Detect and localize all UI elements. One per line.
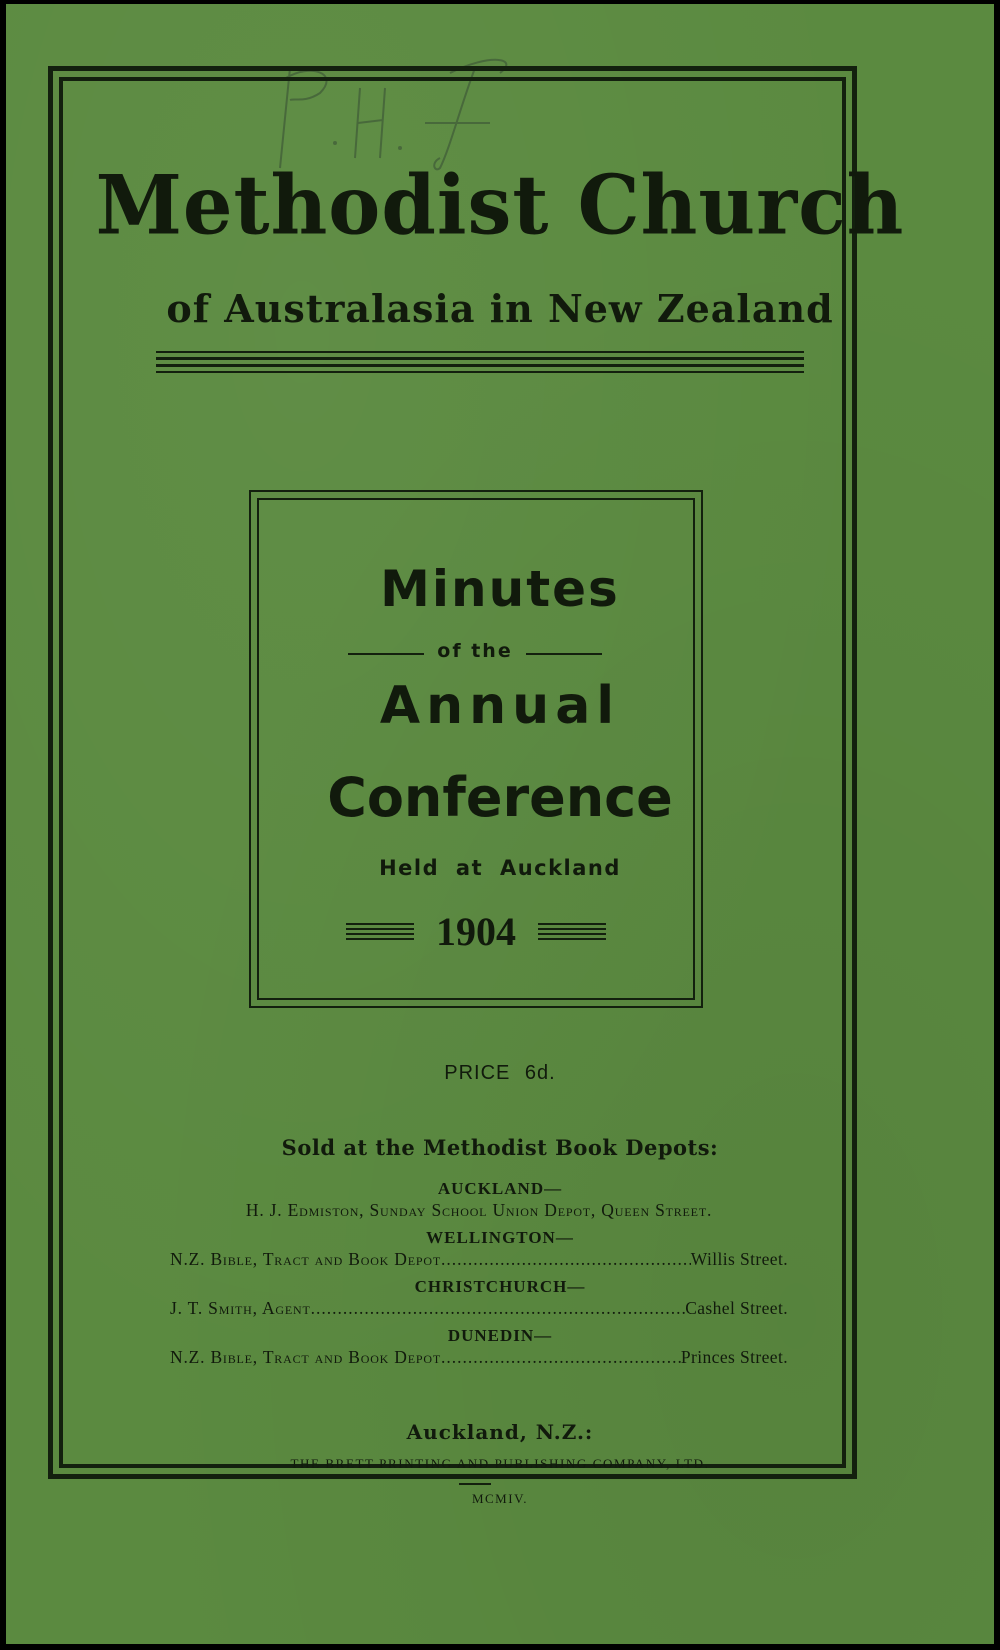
depot-city-auckland: AUCKLAND— xyxy=(437,1179,563,1198)
panel-line-annual: Annual xyxy=(379,676,621,736)
leader-dots xyxy=(441,1249,691,1270)
imprint-year: MCMIV. xyxy=(471,1491,529,1506)
year-row xyxy=(346,908,606,954)
depot-street: Willis Street. xyxy=(690,1249,788,1269)
conference-location: Held at Auckland xyxy=(379,856,621,880)
depot-city-christchurch: CHRISTCHURCH— xyxy=(414,1277,586,1296)
subtitle: of Australasia in New Zealand xyxy=(166,286,834,331)
depot-entry-christchurch xyxy=(170,1298,788,1319)
depot-entry-auckland xyxy=(170,1200,788,1221)
year-rules-right xyxy=(538,923,606,939)
imprint-rule xyxy=(459,1483,491,1485)
depot-name: N.Z. Bible, Tract and Book Depot xyxy=(170,1249,441,1269)
panel-heading: Minutes xyxy=(380,560,620,618)
price-label: PRICE 6d. xyxy=(444,1062,556,1084)
leader-dots xyxy=(311,1298,686,1319)
depot-city-wellington: WELLINGTON— xyxy=(426,1228,574,1247)
conference-year: 1904 xyxy=(436,909,516,954)
depot-city-dunedin: DUNEDIN— xyxy=(447,1326,553,1345)
connector-row xyxy=(348,640,602,666)
decorative-rules xyxy=(156,351,804,375)
panel-line-conference: Conference xyxy=(327,766,673,829)
connector-text: of the xyxy=(437,640,513,662)
depot-street: Cashel Street. xyxy=(685,1298,788,1318)
depot-name: J. T. Smith, Agent xyxy=(170,1298,311,1318)
leader-dots xyxy=(441,1347,681,1368)
depot-name: N.Z. Bible, Tract and Book Depot xyxy=(170,1347,441,1367)
sales-heading: Sold at the Methodist Book Depots: xyxy=(281,1135,719,1160)
depot-entry-dunedin xyxy=(170,1347,788,1368)
depot-entry-wellington xyxy=(170,1249,788,1270)
depot-street: Princes Street. xyxy=(680,1347,788,1367)
imprint-printer: THE BRETT PRINTING AND PUBLISHING COMPANY, LTD. xyxy=(290,1456,710,1471)
depot-name: H. J. Edmiston, Sunday School Union Depot, Queen Street. xyxy=(245,1200,713,1220)
main-title: Methodist Church xyxy=(95,157,905,254)
connector-rule-right xyxy=(526,653,602,655)
imprint-place: Auckland, N.Z.: xyxy=(406,1420,594,1444)
